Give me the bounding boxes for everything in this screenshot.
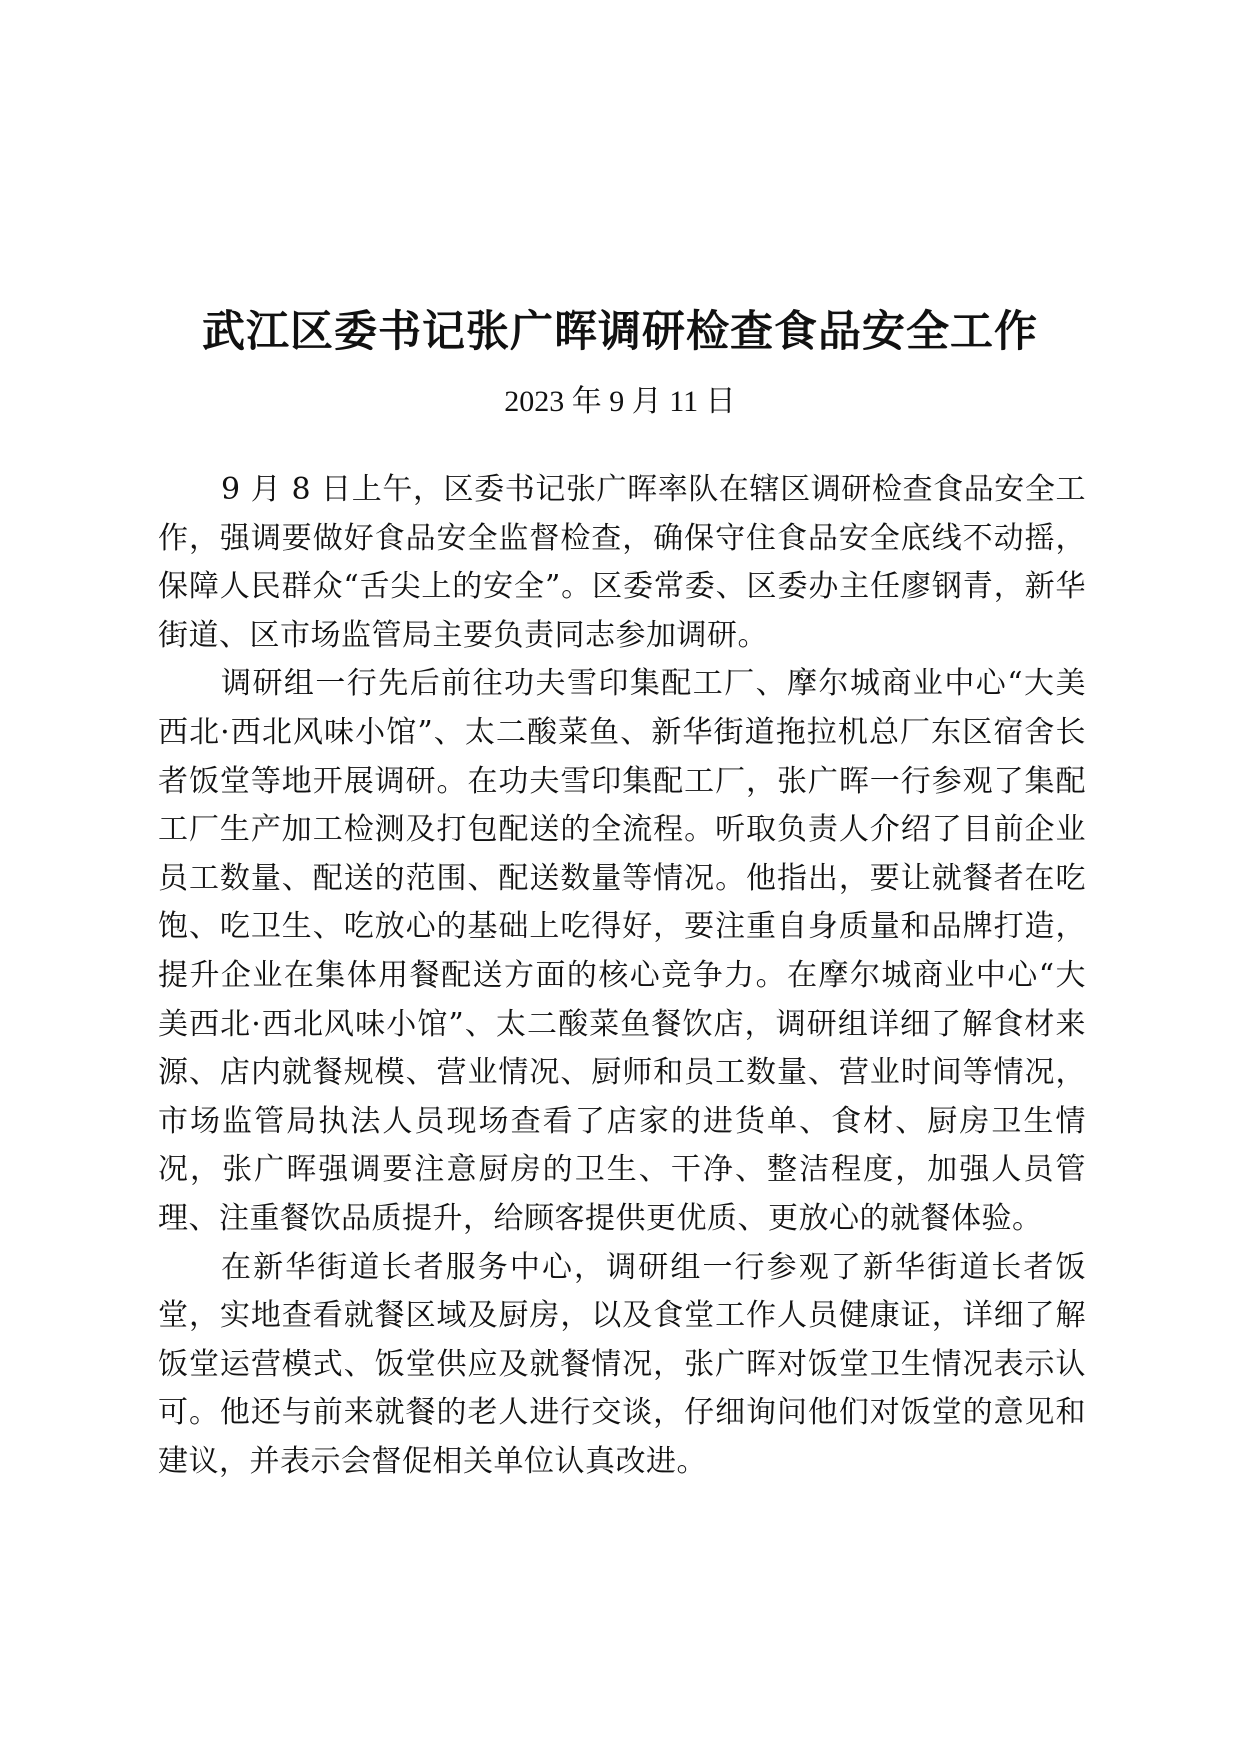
document-date: 2023 年 9 月 11 日 (504, 385, 736, 418)
paragraph: 调研组一行先后前往功夫雪印集配工厂、摩尔城商业中心“大美西北·西北风味小馆”、太二酸菜鱼、新华街道拖拉机总厂东区宿舍长者饭堂等地开展调研。在功夫雪印集配工厂，张广晖一行参观了集配工厂生产加工检测及打包配送的全流程。听取负责人介绍了目前企业员工数量、配送的范围、配送数量等情况。他指出，要让就餐者在吃饱、吃卫生、吃放心的基础上吃得好，要注重自身质量和品牌打造，提升企业在集体用餐配送方面的核心竞争力。在摩尔城商业中心“大美西北·西北风味小馆”、太二酸菜鱼餐饮店，调研组详细了解食材来源、店内就餐规模、营业情况、厨师和员工数量、营业时间等情况，市场监管局执法人员现场查看了店家的进货单、食材、厨房卫生情况，张广晖强调要注意厨房的卫生、干净、整洁程度，加强人员管理、注重餐饮品质提升，给顾客提供更优质、更放心的就餐体验。 (158, 666, 1086, 1236)
document-body (158, 466, 1086, 1486)
document-title: 武江区委书记张广晖调研检查食品安全工作 (202, 307, 1038, 357)
paragraph: 在新华街道长者服务中心，调研组一行参观了新华街道长者饭堂，实地查看就餐区域及厨房，以及食堂工作人员健康证，详细了解饭堂运营模式、饭堂供应及就餐情况，张广晖对饭堂卫生情况表示认可。他还与前来就餐的老人进行交谈，仔细询问他们对饭堂的意见和建议，并表示会督促相关单位认真改进。 (158, 1249, 1086, 1479)
paragraph: 9 月 8 日上午，区委书记张广晖率队在辖区调研检查食品安全工作，强调要做好食品安全监督检查，确保守住食品安全底线不动摇，保障人民群众“舌尖上的安全”。区委常委、区委办主任廖钢青，新华街道、区市场监管局主要负责同志参加调研。 (158, 472, 1086, 653)
